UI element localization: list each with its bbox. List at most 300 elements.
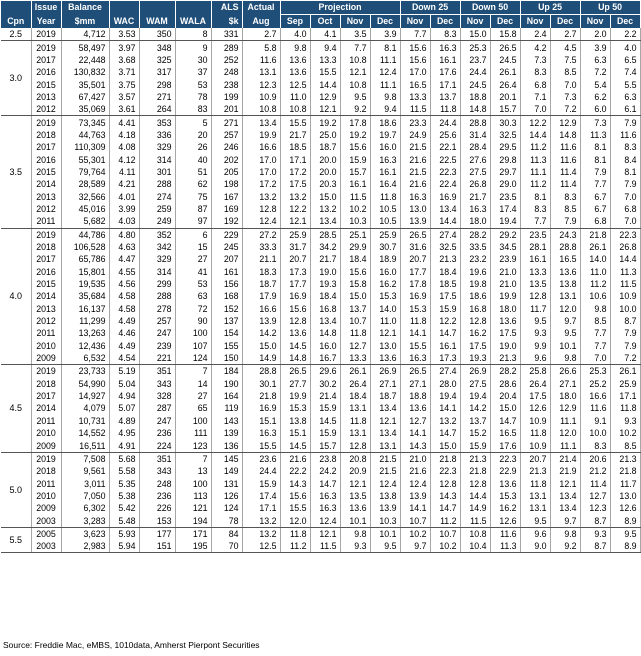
issue-year-cell: 2019 — [31, 41, 61, 54]
value-cell: 16.3 — [370, 153, 400, 165]
value-cell: 16.5 — [550, 253, 580, 265]
value-cell: 4.91 — [109, 439, 139, 452]
value-cell: 26.1 — [490, 66, 520, 78]
value-cell: 16.0 — [370, 266, 400, 278]
value-cell: 16.3 — [310, 502, 340, 514]
value-cell: 17.5 — [490, 327, 520, 339]
value-cell: 100 — [175, 415, 211, 427]
value-cell: 23.3 — [400, 116, 430, 129]
value-cell: 13.2 — [242, 514, 280, 527]
value-cell: 28.8 — [242, 365, 280, 378]
value-cell: 14,927 — [61, 390, 109, 402]
value-cell: 289 — [211, 41, 242, 54]
value-cell: 161 — [211, 266, 242, 278]
value-cell: 12.6 — [520, 402, 550, 414]
value-cell: 18.6 — [460, 290, 490, 302]
value-cell: 201 — [211, 103, 242, 116]
value-cell: 35,684 — [61, 290, 109, 302]
value-cell: 30.7 — [370, 241, 400, 253]
value-cell: 27 — [175, 253, 211, 265]
value-cell: 184 — [211, 365, 242, 378]
value-cell: 19.6 — [460, 266, 490, 278]
value-cell: 27.1 — [400, 378, 430, 390]
value-cell: 12.1 — [310, 103, 340, 116]
value-cell: 14.9 — [460, 502, 490, 514]
value-cell: 15.6 — [400, 54, 430, 66]
value-cell: 12.0 — [550, 303, 580, 315]
value-cell: 336 — [139, 129, 175, 141]
value-cell: 11.8 — [370, 190, 400, 202]
value-cell: 17.1 — [242, 502, 280, 514]
value-cell: 16,137 — [61, 303, 109, 315]
table-row — [1, 415, 640, 427]
value-cell: 9,561 — [61, 465, 109, 477]
hdr2-down25-dec: Dec — [430, 15, 460, 29]
value-cell: 11.5 — [340, 190, 370, 202]
value-cell: 10.8 — [280, 103, 310, 116]
value-cell: 16.1 — [430, 54, 460, 66]
value-cell: 11.1 — [550, 415, 580, 427]
value-cell: 7.0 — [610, 215, 640, 228]
value-cell: 16.2 — [490, 502, 520, 514]
value-cell: 137 — [211, 315, 242, 327]
value-cell: 13.3 — [400, 91, 430, 103]
value-cell: 14.8 — [550, 129, 580, 141]
value-cell: 13.6 — [490, 477, 520, 489]
value-cell: 17.0 — [242, 153, 280, 165]
coupon-cell: 4.0 — [1, 228, 31, 365]
value-cell: 8.5 — [580, 315, 610, 327]
value-cell: 12.8 — [430, 477, 460, 489]
issue-year-cell: 2013 — [31, 303, 61, 315]
value-cell: 84 — [211, 527, 242, 540]
value-cell: 7.0 — [550, 78, 580, 90]
value-cell: 6.1 — [610, 103, 640, 116]
value-cell: 9.5 — [550, 327, 580, 339]
hdr-wam-top — [139, 1, 175, 15]
value-cell: 2.7 — [550, 28, 580, 41]
value-cell: 301 — [139, 166, 175, 178]
value-cell: 194 — [175, 514, 211, 527]
issue-year-cell: 2016 — [31, 66, 61, 78]
value-cell: 4.01 — [109, 190, 139, 202]
value-cell: 10.7 — [400, 514, 430, 527]
value-cell: 4.49 — [109, 315, 139, 327]
value-cell: 4.56 — [109, 278, 139, 290]
value-cell: 44,786 — [61, 228, 109, 241]
value-cell: 12.1 — [370, 415, 400, 427]
value-cell: 11.8 — [520, 427, 550, 439]
value-cell: 3.97 — [109, 41, 139, 54]
value-cell: 12.9 — [550, 116, 580, 129]
table-row — [1, 78, 640, 90]
value-cell: 8.3 — [550, 190, 580, 202]
hdr-down25: Down 25 — [400, 1, 460, 15]
value-cell: 78 — [175, 91, 211, 103]
value-cell: 8.7 — [610, 315, 640, 327]
value-cell: 12.7 — [580, 490, 610, 502]
value-cell: 19.0 — [490, 340, 520, 352]
value-cell: 24.4 — [460, 66, 490, 78]
value-cell: 13.7 — [460, 415, 490, 427]
value-cell: 4.94 — [109, 390, 139, 402]
value-cell: 8.5 — [610, 439, 640, 452]
value-cell: 41 — [175, 266, 211, 278]
value-cell: 18.4 — [310, 290, 340, 302]
value-cell: 15.5 — [310, 66, 340, 78]
value-cell: 13.6 — [400, 402, 430, 414]
value-cell: 11.5 — [460, 514, 490, 527]
value-cell: 11.3 — [580, 129, 610, 141]
value-cell: 72 — [175, 303, 211, 315]
value-cell: 7.2 — [550, 103, 580, 116]
value-cell: 274 — [139, 190, 175, 202]
value-cell: 5.94 — [109, 540, 139, 553]
table-row — [1, 116, 640, 129]
value-cell: 12.9 — [550, 402, 580, 414]
value-cell: 11.4 — [550, 166, 580, 178]
value-cell: 16.3 — [400, 190, 430, 202]
hdr2-wac: WAC — [109, 15, 139, 29]
table-row — [1, 378, 640, 390]
value-cell: 12.1 — [550, 477, 580, 489]
value-cell: 13.3 — [310, 54, 340, 66]
value-cell: 7.4 — [610, 66, 640, 78]
value-cell: 11.4 — [550, 178, 580, 190]
value-cell: 15.0 — [430, 439, 460, 452]
value-cell: 12.2 — [280, 203, 310, 215]
issue-year-cell: 2018 — [31, 241, 61, 253]
value-cell: 177 — [139, 527, 175, 540]
value-cell: 11.6 — [550, 153, 580, 165]
value-cell: 12.8 — [460, 477, 490, 489]
value-cell: 16.9 — [400, 290, 430, 302]
value-cell: 27.1 — [370, 378, 400, 390]
value-cell: 7.9 — [610, 327, 640, 339]
value-cell: 83 — [175, 103, 211, 116]
value-cell: 106,528 — [61, 241, 109, 253]
value-cell: 21.2 — [580, 465, 610, 477]
value-cell: 44,763 — [61, 129, 109, 141]
value-cell: 15.7 — [310, 439, 340, 452]
value-cell: 18.7 — [310, 141, 340, 153]
value-cell: 62 — [175, 178, 211, 190]
value-cell: 17.1 — [610, 390, 640, 402]
header-row-1 — [1, 1, 640, 15]
value-cell: 12.4 — [370, 66, 400, 78]
value-cell: 351 — [139, 365, 175, 378]
value-cell: 9.2 — [550, 540, 580, 553]
value-cell: 29.5 — [490, 141, 520, 153]
value-cell: 10.9 — [610, 290, 640, 302]
table-row — [1, 465, 640, 477]
value-cell: 15.3 — [280, 402, 310, 414]
value-cell: 10.1 — [370, 527, 400, 540]
value-cell: 8.3 — [580, 439, 610, 452]
value-cell: 37 — [175, 66, 211, 78]
value-cell: 11.0 — [580, 266, 610, 278]
issue-year-cell: 2009 — [31, 352, 61, 365]
value-cell: 4,712 — [61, 28, 109, 41]
hdr-wala-top — [175, 1, 211, 15]
value-cell: 25.0 — [310, 129, 340, 141]
coupon-cell: 5.0 — [1, 452, 31, 527]
value-cell: 28.4 — [460, 141, 490, 153]
value-cell: 12.1 — [340, 66, 370, 78]
value-cell: 287 — [139, 402, 175, 414]
table-row — [1, 190, 640, 202]
value-cell: 15.6 — [340, 141, 370, 153]
value-cell: 19.9 — [490, 290, 520, 302]
value-cell: 3.57 — [109, 91, 139, 103]
value-cell: 14.7 — [430, 502, 460, 514]
value-cell: 9.1 — [580, 415, 610, 427]
table-row — [1, 390, 640, 402]
hdr2-down50-nov: Nov — [460, 15, 490, 29]
value-cell: 245 — [211, 241, 242, 253]
value-cell: 27.4 — [430, 228, 460, 241]
value-cell: 10.8 — [242, 103, 280, 116]
value-cell: 9.5 — [370, 540, 400, 553]
value-cell: 14.1 — [400, 427, 430, 439]
value-cell: 155 — [211, 340, 242, 352]
value-cell: 17.8 — [340, 116, 370, 129]
value-cell: 15.7 — [490, 103, 520, 116]
value-cell: 343 — [139, 465, 175, 477]
value-cell: 15.0 — [340, 290, 370, 302]
value-cell: 11.2 — [580, 278, 610, 290]
table-row — [1, 178, 640, 190]
value-cell: 7.0 — [580, 352, 610, 365]
hdr-als: ALS — [211, 1, 242, 15]
value-cell: 14.3 — [280, 477, 310, 489]
value-cell: 9.3 — [520, 327, 550, 339]
value-cell: 24.2 — [310, 465, 340, 477]
value-cell: 9.2 — [340, 103, 370, 116]
value-cell: 7.2 — [610, 352, 640, 365]
value-cell: 22.3 — [430, 166, 460, 178]
value-cell: 11.0 — [370, 315, 400, 327]
table-body — [1, 28, 640, 553]
value-cell: 21.8 — [460, 465, 490, 477]
value-cell: 9.8 — [550, 527, 580, 540]
value-cell: 13.1 — [242, 66, 280, 78]
value-cell: 16.0 — [310, 340, 340, 352]
value-cell: 13,263 — [61, 327, 109, 339]
value-cell: 15.9 — [310, 427, 340, 439]
value-cell: 5.4 — [580, 78, 610, 90]
value-cell: 130,832 — [61, 66, 109, 78]
value-cell: 28.6 — [490, 378, 520, 390]
value-cell: 26.9 — [460, 365, 490, 378]
table-row — [1, 166, 640, 178]
hdr-issue: Issue — [31, 1, 61, 15]
table-row — [1, 103, 640, 116]
value-cell: 16.9 — [430, 190, 460, 202]
value-cell: 10.2 — [400, 527, 430, 540]
value-cell: 10.7 — [340, 315, 370, 327]
value-cell: 21.0 — [490, 266, 520, 278]
table-row — [1, 427, 640, 439]
value-cell: 25.3 — [460, 41, 490, 54]
value-cell: 271 — [139, 91, 175, 103]
value-cell: 21.3 — [490, 352, 520, 365]
value-cell: 14.0 — [580, 253, 610, 265]
value-cell: 247 — [139, 327, 175, 339]
issue-year-cell: 2009 — [31, 439, 61, 452]
value-cell: 9.8 — [280, 41, 310, 54]
value-cell: 3.61 — [109, 103, 139, 116]
value-cell: 51 — [175, 166, 211, 178]
value-cell: 7.9 — [610, 116, 640, 129]
issue-year-cell: 2017 — [31, 253, 61, 265]
value-cell: 351 — [139, 452, 175, 465]
value-cell: 15.8 — [340, 278, 370, 290]
value-cell: 13.2 — [242, 527, 280, 540]
value-cell: 20.8 — [340, 452, 370, 465]
value-cell: 21.6 — [280, 452, 310, 465]
value-cell: 11.3 — [610, 266, 640, 278]
issue-year-cell: 2014 — [31, 178, 61, 190]
value-cell: 16.3 — [242, 427, 280, 439]
value-cell: 28.8 — [460, 116, 490, 129]
value-cell: 25.6 — [430, 129, 460, 141]
value-cell: 5.48 — [109, 514, 139, 527]
value-cell: 16.1 — [340, 178, 370, 190]
value-cell: 12.4 — [370, 477, 400, 489]
value-cell: 4.95 — [109, 427, 139, 439]
value-cell: 12,436 — [61, 340, 109, 352]
issue-year-cell: 2011 — [31, 477, 61, 489]
value-cell: 18.6 — [370, 116, 400, 129]
value-cell: 15.6 — [340, 266, 370, 278]
value-cell: 15.0 — [310, 190, 340, 202]
issue-year-cell: 2014 — [31, 290, 61, 302]
value-cell: 27.5 — [460, 166, 490, 178]
value-cell: 13.4 — [550, 490, 580, 502]
value-cell: 18.4 — [340, 390, 370, 402]
value-cell: 11.5 — [610, 278, 640, 290]
value-cell: 9.5 — [340, 91, 370, 103]
value-cell: 11.8 — [400, 315, 430, 327]
value-cell: 18.8 — [460, 91, 490, 103]
value-cell: 11.8 — [430, 103, 460, 116]
value-cell: 27.2 — [242, 228, 280, 241]
value-cell: 24.9 — [400, 129, 430, 141]
value-cell: 19.4 — [490, 215, 520, 228]
table-row — [1, 340, 640, 352]
issue-year-cell: 2015 — [31, 278, 61, 290]
issue-year-cell: 2010 — [31, 427, 61, 439]
table-row — [1, 253, 640, 265]
value-cell: 21.3 — [520, 465, 550, 477]
value-cell: 16.1 — [520, 253, 550, 265]
value-cell: 12.1 — [370, 327, 400, 339]
value-cell: 3.68 — [109, 54, 139, 66]
value-cell: 12.1 — [310, 527, 340, 540]
value-cell: 10.9 — [520, 415, 550, 427]
value-cell: 26.5 — [280, 365, 310, 378]
value-cell: 343 — [139, 378, 175, 390]
issue-year-cell: 2012 — [31, 315, 61, 327]
value-cell: 11.1 — [520, 166, 550, 178]
value-cell: 288 — [139, 178, 175, 190]
table-row — [1, 278, 640, 290]
value-cell: 11.6 — [490, 527, 520, 540]
value-cell: 14.7 — [430, 427, 460, 439]
value-cell: 21.6 — [400, 465, 430, 477]
value-cell: 16.3 — [400, 352, 430, 365]
value-cell: 18.4 — [430, 266, 460, 278]
value-cell: 3.9 — [370, 28, 400, 41]
value-cell: 10.9 — [520, 439, 550, 452]
value-cell: 11.2 — [280, 540, 310, 553]
value-cell: 20.0 — [310, 153, 340, 165]
value-cell: 10.2 — [610, 427, 640, 439]
value-cell: 13.1 — [340, 427, 370, 439]
value-cell: 195 — [175, 540, 211, 553]
value-cell: 9.8 — [340, 527, 370, 540]
value-cell: 24.4 — [242, 465, 280, 477]
value-cell: 5.04 — [109, 378, 139, 390]
value-cell: 236 — [139, 427, 175, 439]
value-cell: 17.0 — [400, 66, 430, 78]
value-cell: 12.0 — [280, 514, 310, 527]
value-cell: 14.1 — [400, 327, 430, 339]
value-cell: 3.75 — [109, 78, 139, 90]
value-cell: 13.6 — [490, 315, 520, 327]
value-cell: 16.6 — [242, 141, 280, 153]
table-row — [1, 303, 640, 315]
value-cell: 7,508 — [61, 452, 109, 465]
value-cell: 14.4 — [520, 129, 550, 141]
value-cell: 17.5 — [430, 290, 460, 302]
value-cell: 19.8 — [460, 278, 490, 290]
value-cell: 17.5 — [460, 340, 490, 352]
value-cell: 90 — [175, 315, 211, 327]
value-cell: 4.03 — [109, 215, 139, 228]
value-cell: 299 — [139, 278, 175, 290]
table-row — [1, 266, 640, 278]
value-cell: 6.8 — [520, 78, 550, 90]
coupon-cell: 5.5 — [1, 527, 31, 553]
table-row — [1, 141, 640, 153]
value-cell: 7.0 — [610, 190, 640, 202]
value-cell: 15.9 — [430, 303, 460, 315]
value-cell: 17.4 — [242, 490, 280, 502]
value-cell: 3,623 — [61, 527, 109, 540]
value-cell: 7.3 — [580, 116, 610, 129]
table-row — [1, 91, 640, 103]
value-cell: 17.6 — [430, 66, 460, 78]
value-cell: 12.5 — [280, 78, 310, 90]
value-cell: 7.7 — [580, 327, 610, 339]
value-cell: 224 — [139, 439, 175, 452]
value-cell: 7.3 — [520, 54, 550, 66]
value-cell: 9.4 — [310, 41, 340, 54]
value-cell: 17.7 — [280, 278, 310, 290]
value-cell: 22,448 — [61, 54, 109, 66]
value-cell: 25.9 — [610, 378, 640, 390]
value-cell: 229 — [211, 228, 242, 241]
issue-year-cell: 2019 — [31, 228, 61, 241]
value-cell: 16.5 — [490, 427, 520, 439]
value-cell: 121 — [175, 502, 211, 514]
hdr2-up50-dec: Dec — [610, 15, 640, 29]
value-cell: 11.6 — [610, 129, 640, 141]
source-note: Source: Freddie Mac, eMBS, 1010data, Amherst Pierpont Securities — [3, 640, 260, 650]
value-cell: 7.7 — [340, 41, 370, 54]
